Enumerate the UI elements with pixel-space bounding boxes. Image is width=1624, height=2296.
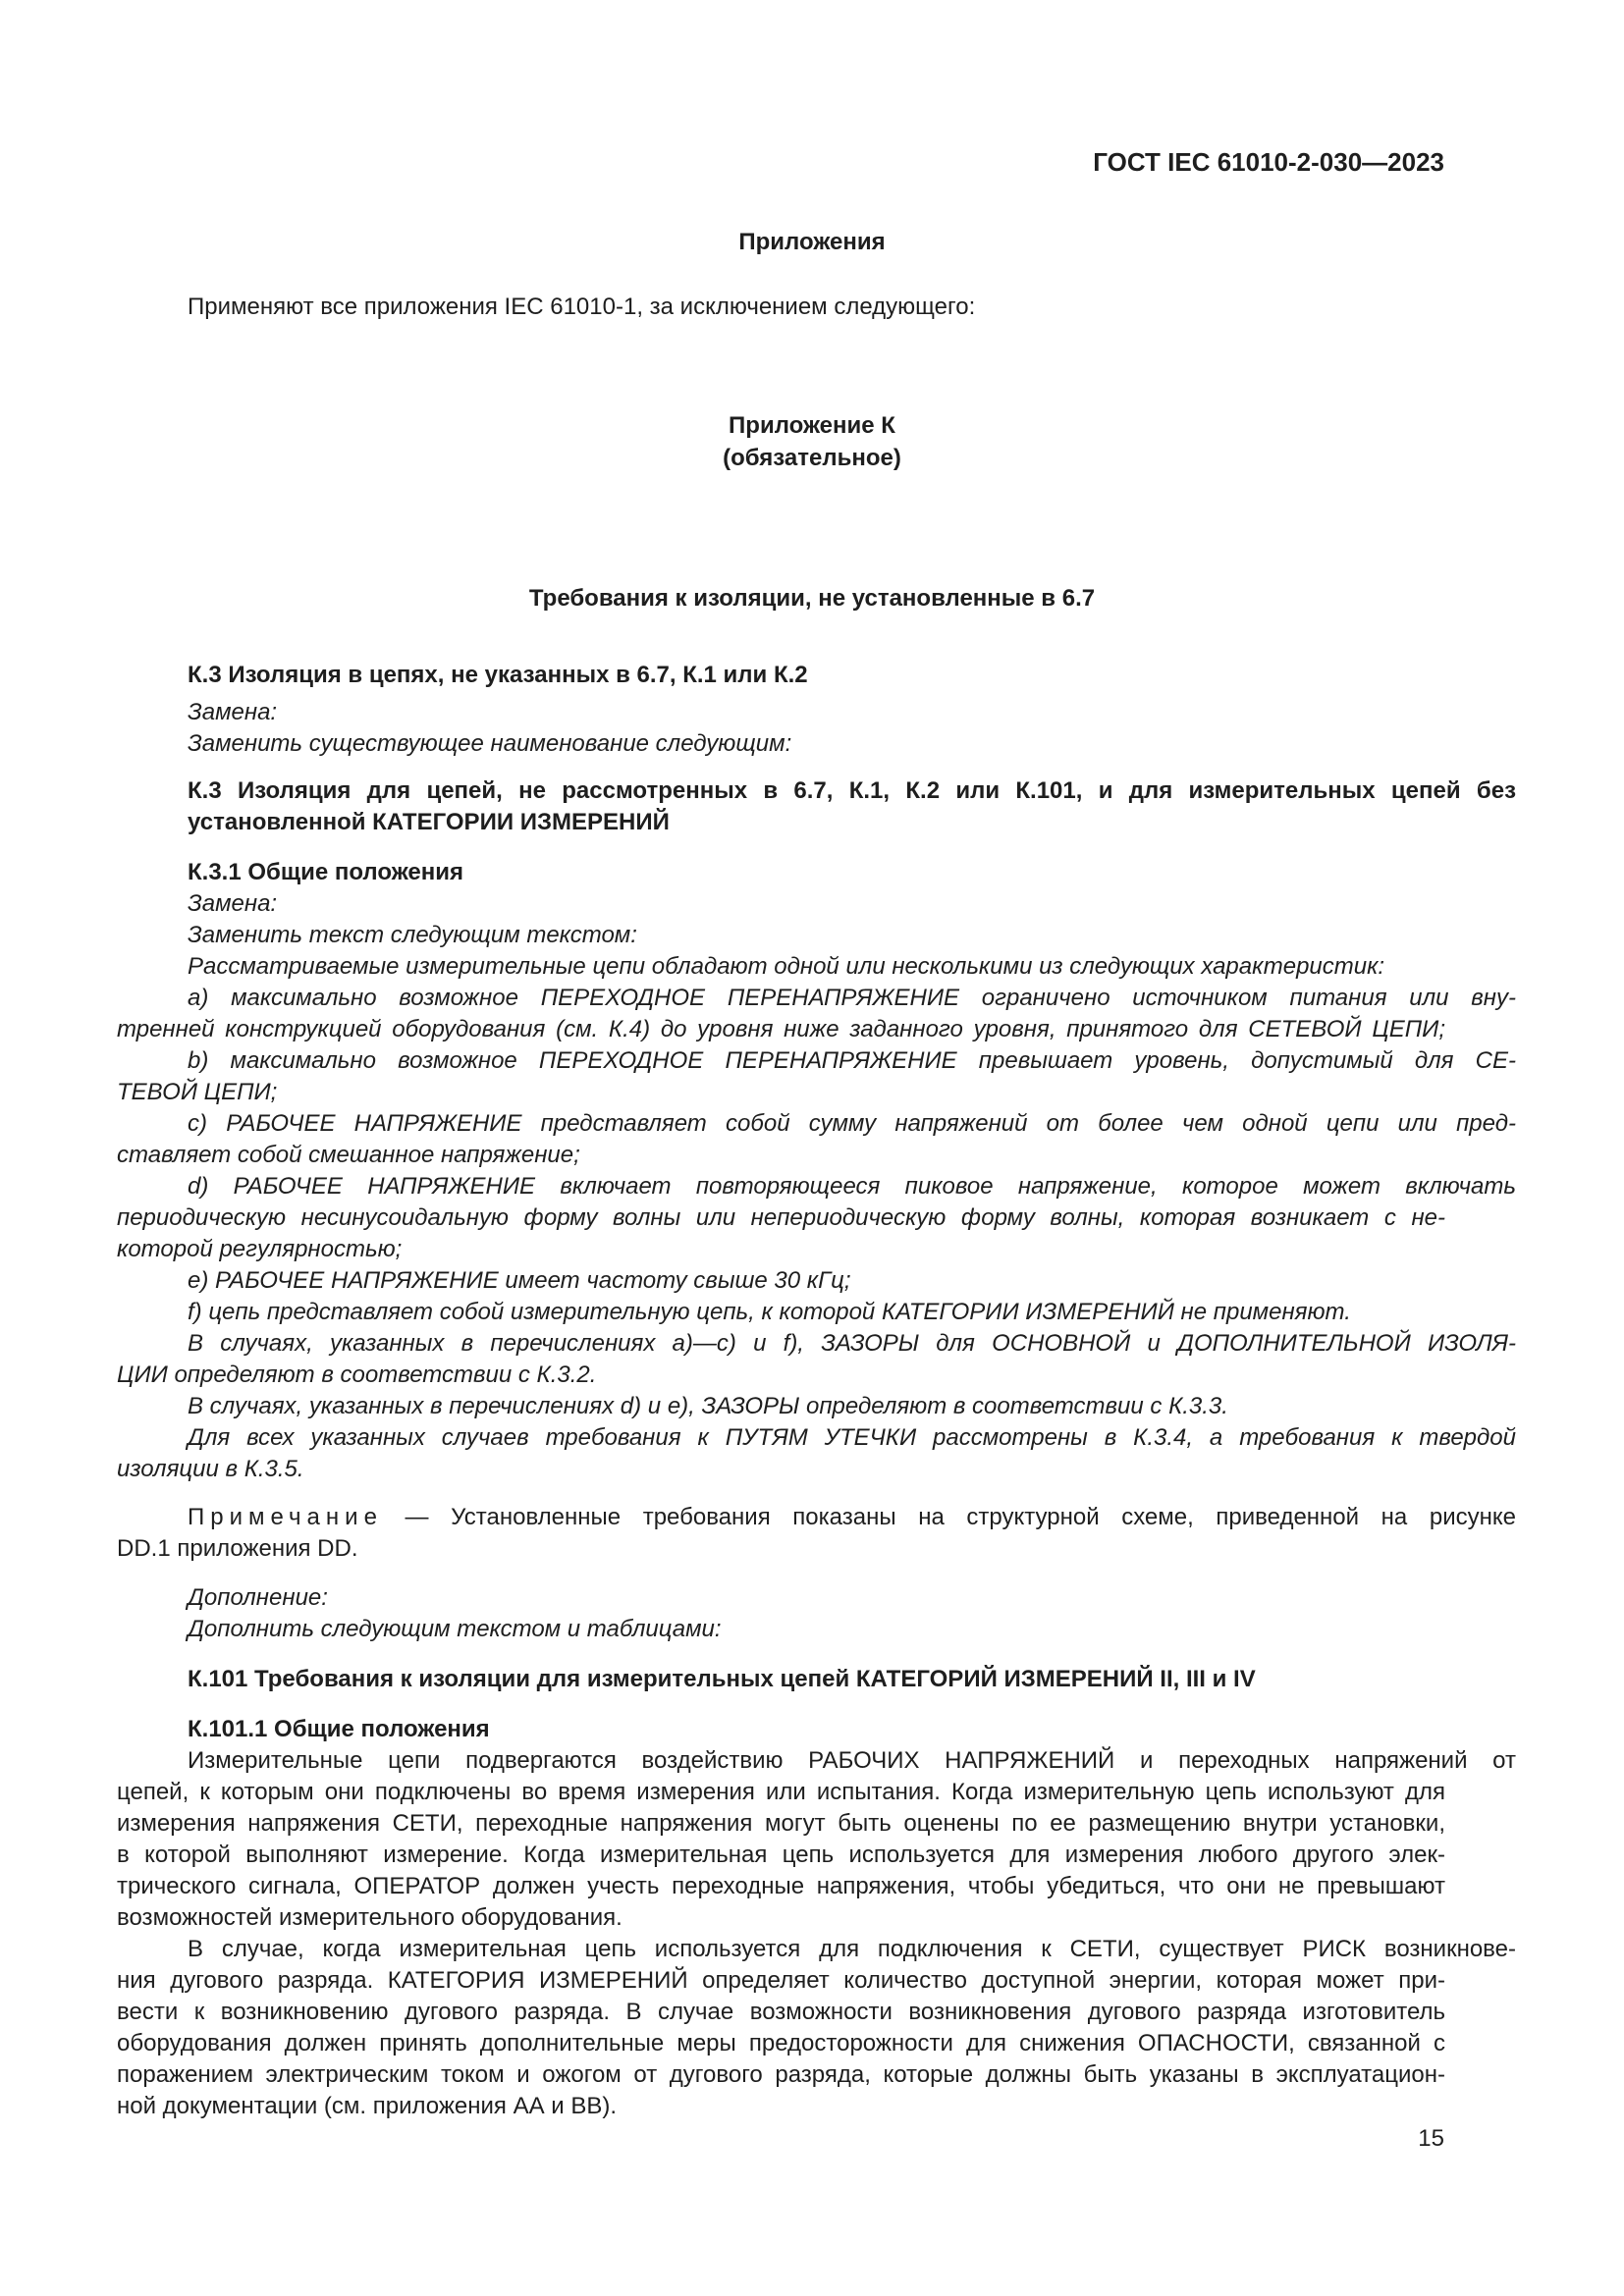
k3-replace-instruction: Заменить существующее наименование следующим: [188, 730, 792, 757]
annexes-title: Приложения [738, 229, 886, 255]
k31-line: В случаях, указанных в перечислениях а)—с) и f), ЗАЗОРЫ для ОСНОВНОЙ и ДОПОЛНИТЕЛЬНОЙ ИЗОЛЯ- [188, 1330, 1516, 1357]
k1011-line: цепей, к которым они подключены во время измерения или испытания. Когда измерительную цепь используют для [117, 1779, 1445, 1805]
note-line1 [117, 1502, 1516, 1534]
document-number: ГОСТ IEC 61010-2-030—2023 [1093, 147, 1444, 177]
annexes-intro: Применяют все приложения IEC 61010-1, за исключением следующего: [188, 294, 976, 320]
k1011-line: поражением электрическим током и ожогом от дугового разряда, которые должны быть указаны в эксплуатацион- [117, 2061, 1445, 2088]
k3-replace-label: Замена: [188, 699, 278, 725]
k1011-line: ния дугового разряда. КАТЕГОРИЯ ИЗМЕРЕНИЙ определяет количество доступной энергии, которая может при- [117, 1967, 1445, 1994]
k3-heading: К.3 Изоляция в цепях, не указанных в 6.7, К.1 или К.2 [188, 662, 808, 688]
k31-line: ставляет собой смешанное напряжение; [117, 1142, 580, 1168]
note-text: — Установленные требования показаны на структурной схеме, приведенной на рисунке [382, 1504, 1516, 1530]
annex-k-title: Приложение К [729, 412, 895, 439]
annex-k-status: (обязательное) [723, 445, 901, 471]
k1011-line: оборудования должен принять дополнительные меры предосторожности для снижения ОПАСНОСТИ, связанной с [117, 2030, 1445, 2056]
k1011-line: ной документации (см. приложения АА и ВВ). [117, 2093, 618, 2119]
k31-line: ЦИИ определяют в соответствии с К.3.2. [117, 1362, 597, 1388]
k1011-line: измерения напряжения СЕТИ, переходные напряжения могут быть оценены по ее размещению внутри установки, [117, 1810, 1445, 1837]
k1011-line: Измерительные цепи подвергаются воздействию РАБОЧИХ НАПРЯЖЕНИЙ и переходных напряжений от [188, 1747, 1516, 1774]
k31-line: f) цепь представляет собой измерительную цепь, к которой КАТЕГОРИИ ИЗМЕРЕНИЙ не применяют. [188, 1299, 1351, 1325]
k101-heading: К.101 Требования к изоляции для измерительных цепей КАТЕГОРИЙ ИЗМЕРЕНИЙ II, III и IV [188, 1666, 1256, 1692]
k1011-heading: К.101.1 Общие положения [188, 1716, 490, 1742]
note-label: Примечание [188, 1504, 383, 1530]
addition-label: Дополнение: [188, 1584, 328, 1611]
k31-line: которой регулярностью; [117, 1236, 403, 1262]
k31-line: периодическую несинусоидальную форму волны или непериодическую форму волны, которая возникает с не- [117, 1204, 1445, 1231]
page-number: 15 [1418, 2125, 1444, 2152]
k3-new-heading-line1: К.3 Изоляция для цепей, не рассмотренных в 6.7, К.1, К.2 или К.101, и для измерительных цепей без [188, 777, 1516, 804]
k31-line: d) РАБОЧЕЕ НАПРЯЖЕНИЕ включает повторяющееся пиковое напряжение, которое может включать [188, 1173, 1516, 1200]
note-line2: DD.1 приложения DD. [117, 1535, 358, 1562]
addition-instruction: Дополнить следующим текстом и таблицами: [188, 1616, 722, 1642]
k3-new-heading-line2: установленной КАТЕГОРИИ ИЗМЕРЕНИЙ [188, 809, 670, 835]
k31-line: Для всех указанных случаев требования к ПУТЯМ УТЕЧКИ рассмотрены в К.3.4, а требования к твердой [188, 1424, 1516, 1451]
k1011-line: в которой выполняют измерение. Когда измерительная цепь используется для измерения любого другого элек- [117, 1842, 1445, 1868]
k31-line: ТЕВОЙ ЦЕПИ; [117, 1079, 278, 1105]
k31-line: Рассматриваемые измерительные цепи обладают одной или несколькими из следующих характеристик: [188, 953, 1385, 980]
k1011-line: трического сигнала, ОПЕРАТОР должен учесть переходные напряжения, чтобы убедиться, что они не превышают [117, 1873, 1445, 1899]
k31-line: c) РАБОЧЕЕ НАПРЯЖЕНИЕ представляет собой сумму напряжений от более чем одной цепи или пред- [188, 1110, 1516, 1137]
k31-line: е) РАБОЧЕЕ НАПРЯЖЕНИЕ имеет частоту свыше 30 кГц; [188, 1267, 851, 1294]
k31-heading: К.3.1 Общие положения [188, 859, 463, 885]
k1011-line: вести к возникновению дугового разряда. В случае возможности возникновения дугового разряда изготовитель [117, 1999, 1445, 2025]
k31-line: b) максимально возможное ПЕРЕХОДНОЕ ПЕРЕНАПРЯЖЕНИЕ превышает уровень, допустимый для СЕ- [188, 1047, 1516, 1074]
k31-line: В случаях, указанных в перечислениях d) и е), ЗАЗОРЫ определяют в соответствии с К.3.3. [188, 1393, 1228, 1419]
k31-line: изоляции в К.3.5. [117, 1456, 304, 1482]
k31-replace-label: Замена: [188, 890, 278, 917]
k1011-line: В случае, когда измерительная цепь используется для подключения к СЕТИ, существует РИСК возникнове- [188, 1936, 1516, 1962]
k1011-line: возможностей измерительного оборудования. [117, 1904, 623, 1931]
k31-replace-instruction: Заменить текст следующим текстом: [188, 922, 637, 948]
k31-line: тренней конструкцией оборудования (см. К.4) до уровня ниже заданного уровня, принятого для СЕТЕВОЙ ЦЕПИ; [117, 1016, 1445, 1042]
k31-line: а) максимально возможное ПЕРЕХОДНОЕ ПЕРЕНАПРЯЖЕНИЕ ограничено источником питания или вну- [188, 985, 1516, 1011]
annex-k-subtitle: Требования к изоляции, не установленные в 6.7 [528, 585, 1096, 612]
